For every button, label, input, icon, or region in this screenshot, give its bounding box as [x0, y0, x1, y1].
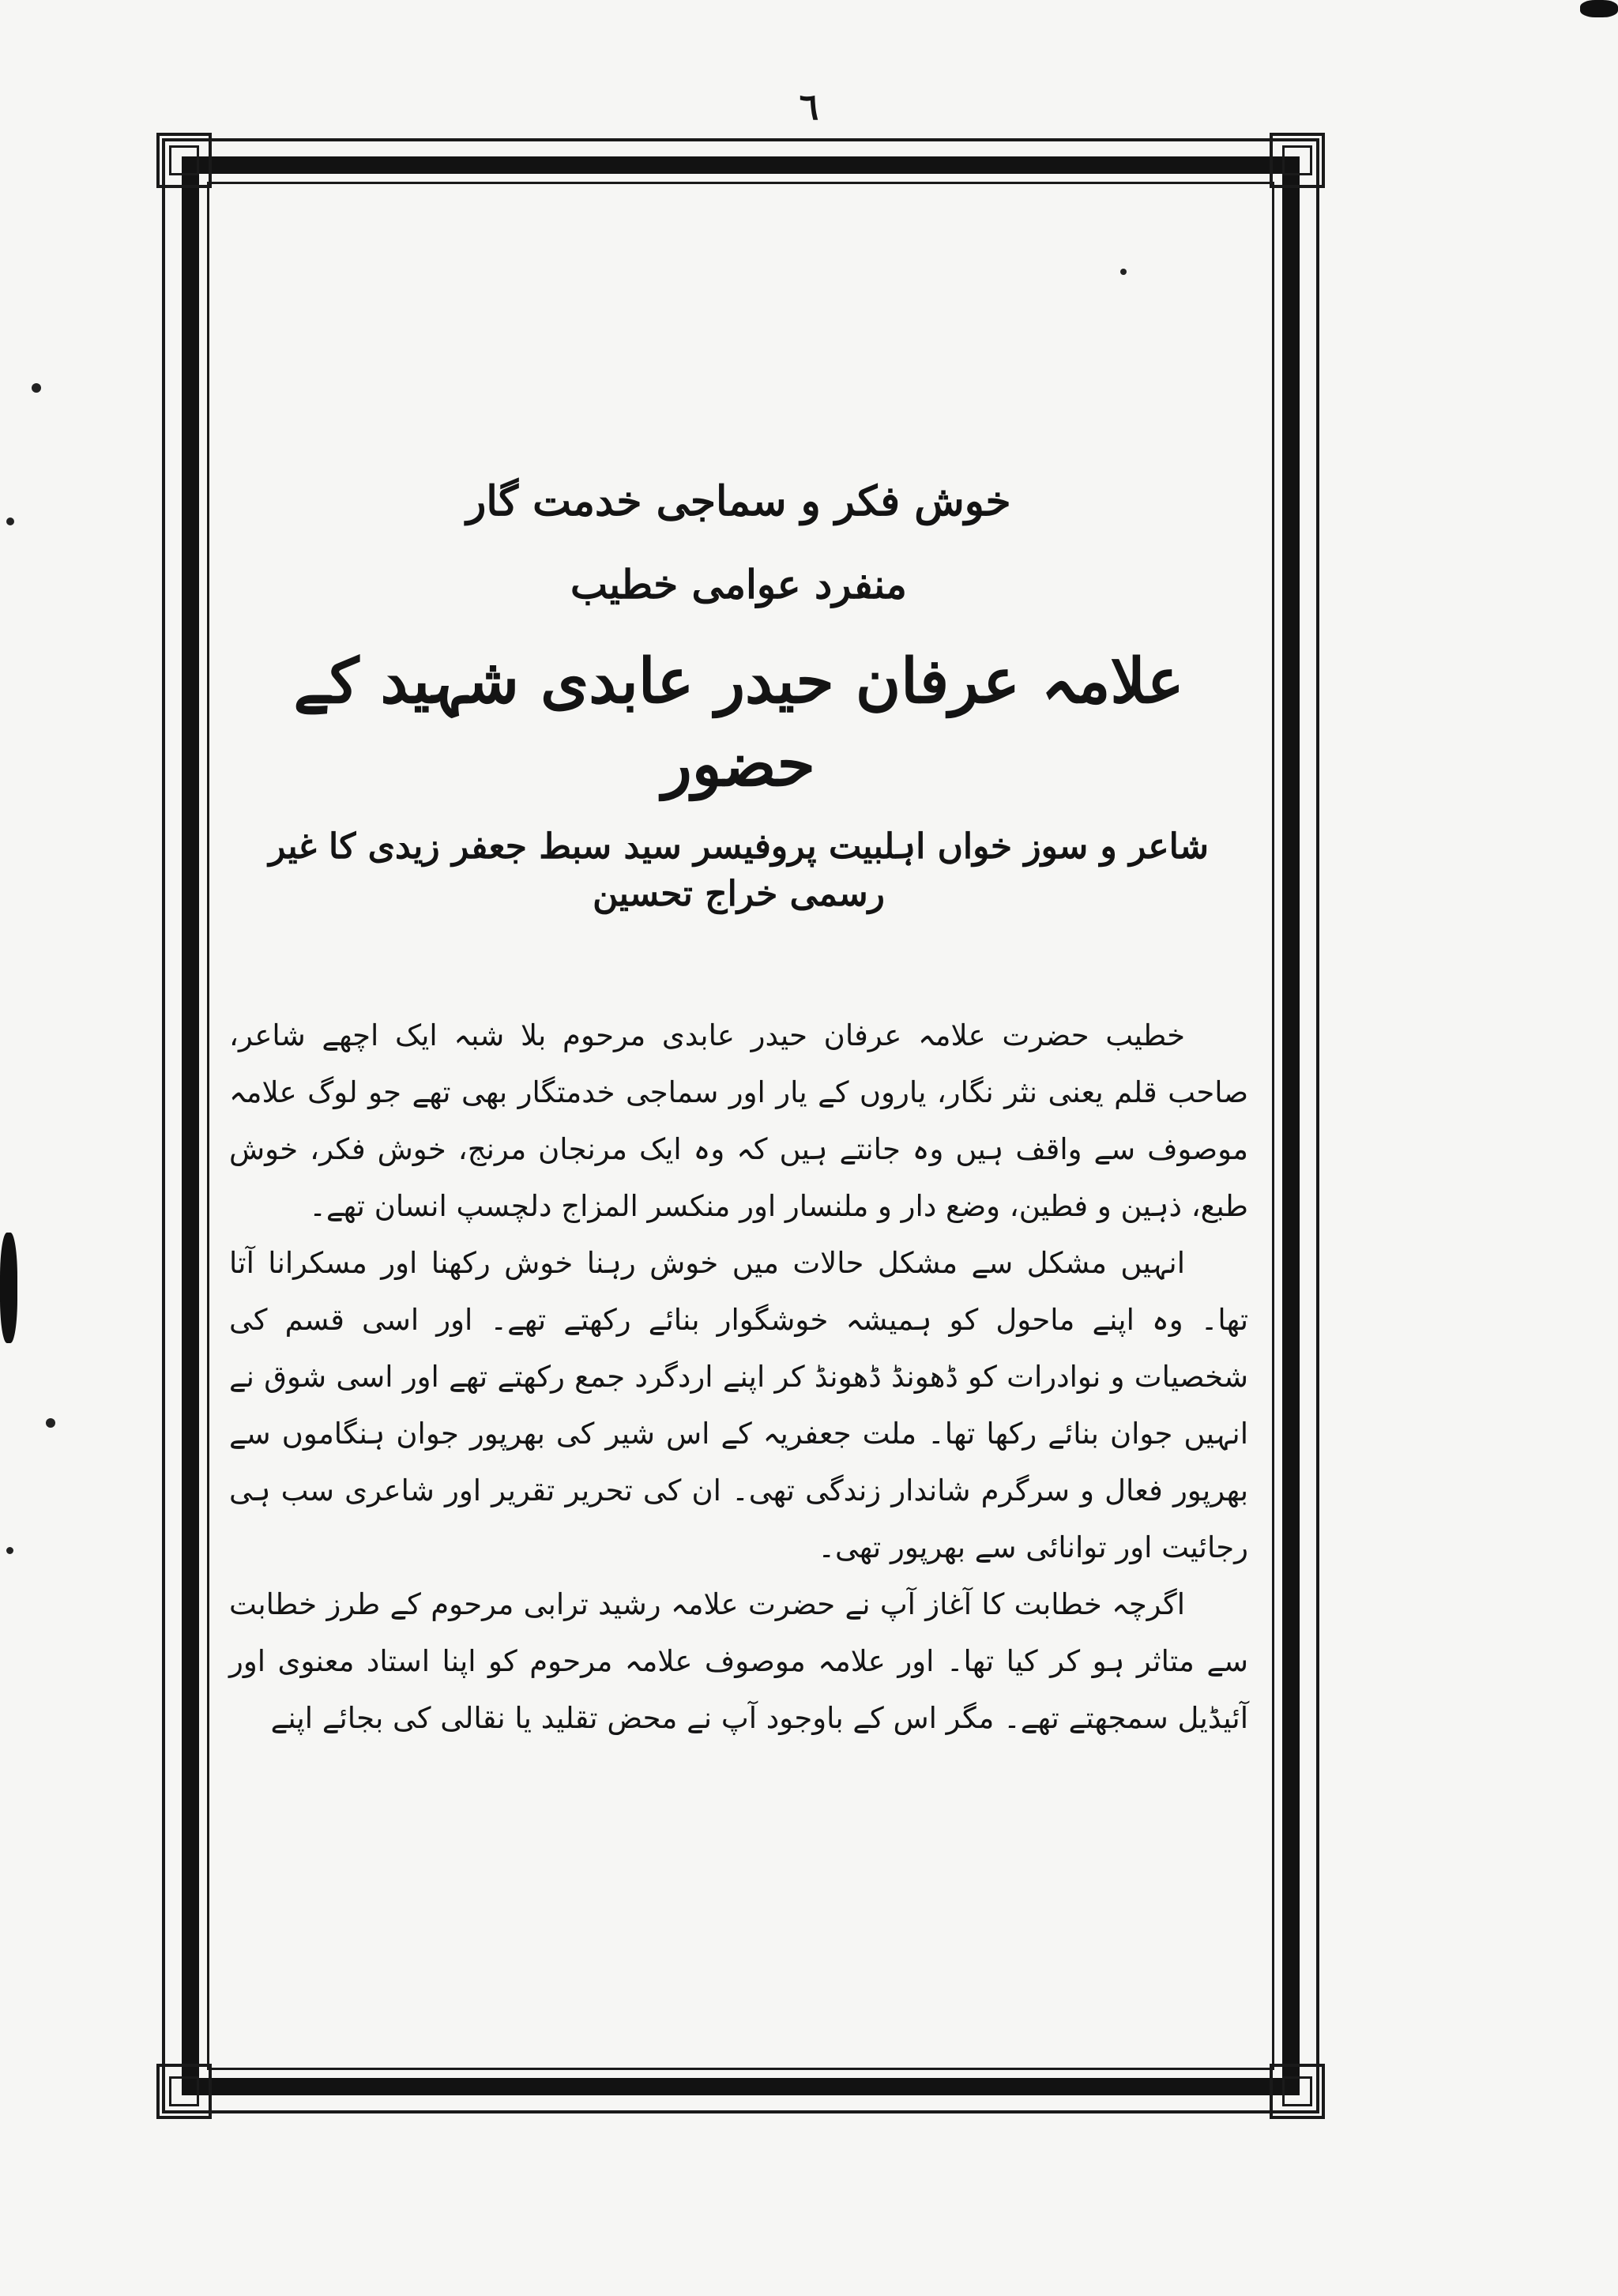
- corner-ornament-icon: [1270, 2064, 1325, 2119]
- page-number: ٦: [799, 85, 819, 128]
- corner-ornament-icon: [156, 133, 212, 188]
- subtitle-line-2: منفرد عوامی خطیب: [570, 561, 907, 608]
- article-body: [229, 1007, 1248, 1747]
- scan-speck: [6, 1547, 13, 1554]
- scan-speck: [46, 1418, 55, 1428]
- author-tribute-line: شاعر و سوز خواں اہلبیت پروفیسر سید سبط جعفر زیدی کا غیر رسمی خراج تحسین: [269, 826, 1209, 914]
- scan-speck: [32, 383, 41, 393]
- page-title: علامہ عرفان حیدر عابدی شہید کے حضور: [293, 645, 1184, 800]
- scan-speck: [6, 518, 14, 525]
- heading-block: [229, 474, 1248, 973]
- scan-edge-mark: [0, 1233, 17, 1343]
- paragraph: خطیب حضرت علامہ عرفان حیدر عابدی مرحوم بلا شبہ ایک اچھے شاعر، صاحب قلم یعنی نثر نگار، یاروں کے یار اور سماجی خدمتگار بھی تھے جو لوگ علامہ موصوف سے واقف ہیں وہ جانتے ہیں کہ وہ ایک مرنجان مرنج، خوش فکر، خوش طبع، ذہین و فطین، وضع دار و ملنسار اور منکسر المزاج دلچسپ انسان تھے۔: [229, 1018, 1248, 1223]
- subtitle-line-1: خوش فکر و سماجی خدمت گار: [466, 477, 1011, 525]
- scan-edge-mark: [1580, 0, 1618, 17]
- paragraph: انہیں مشکل سے مشکل حالات میں خوش رہنا خوش رکھنا اور مسکرانا آتا تھا۔ وہ اپنے ماحول کو ہمیشہ خوشگوار بنائے رکھتے تھے۔ اور اسی قسم کی شخصیات و نوادرات کو ڈھونڈ ڈھونڈ کر اپنے اردگرد جمع رکھتے تھے اور اسی شوق نے انہیں جوان بنائے رکھا تھا۔ ملت جعفریہ کے اس شیر کی بھرپور جوان ہنگاموں سے بھرپور فعال و سرگرم شاندار زندگی تھی۔ ان کی تحریر تقریر اور شاعری سب ہی رجائیت اور توانائی سے بھرپور تھی۔: [229, 1246, 1248, 1564]
- scan-speck: [1120, 269, 1127, 275]
- paragraph: اگرچہ خطابت کا آغاز آپ نے حضرت علامہ رشید ترابی مرحوم کے طرز خطابت سے متاثر ہو کر کیا تھا۔ اور علامہ موصوف علامہ مرحوم کو اپنا استاد معنوی اور آئیڈیل سمجھتے تھے۔ مگر اس کے باوجود آپ نے محض تقلید یا نقالی کی بجائے اپنے: [229, 1587, 1248, 1735]
- corner-ornament-icon: [1270, 133, 1325, 188]
- corner-ornament-icon: [156, 2064, 212, 2119]
